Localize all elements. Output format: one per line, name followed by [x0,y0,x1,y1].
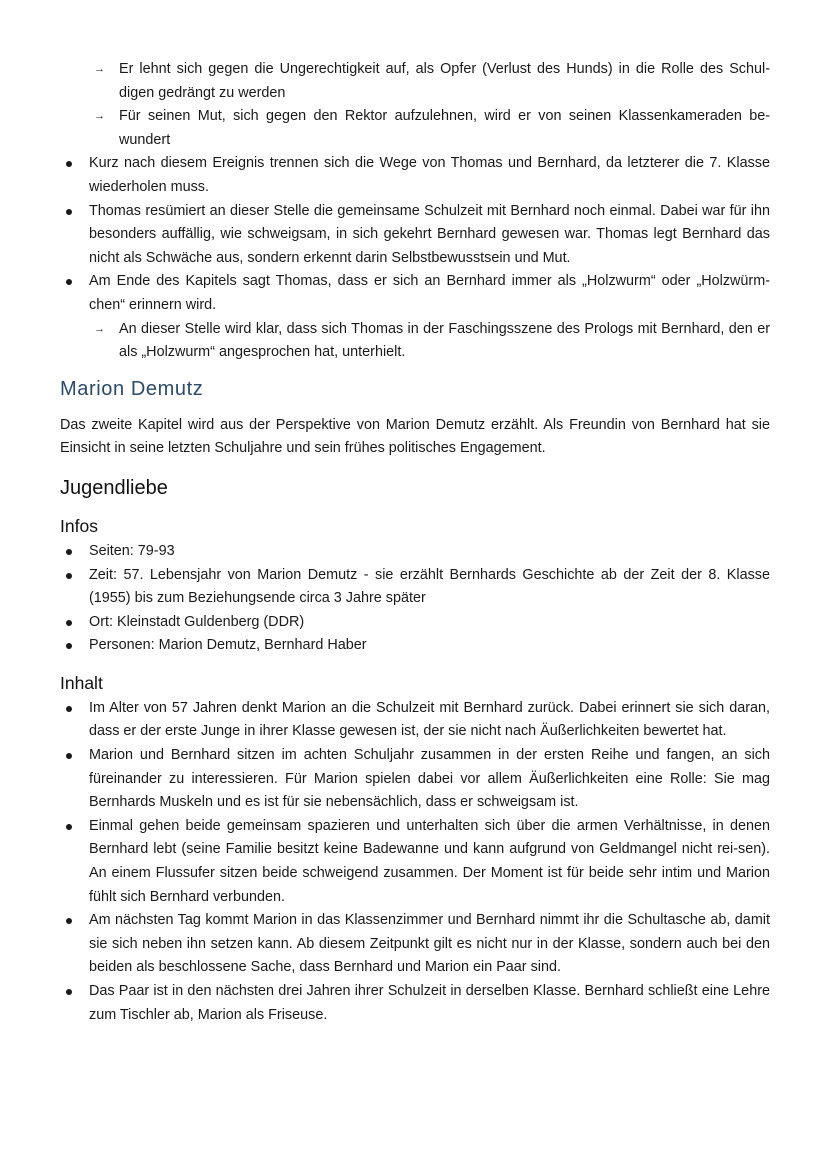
inhalt-item: Am nächsten Tag kommt Marion in das Klassenzimmer und Bernhard nimmt ihr die Schultasche ab, damit sie sich neben ihn setzen kann. Ab diesem Zeitpunkt gilt es nicht nur in der Klasse, sondern auch bei den beiden als beschlossene Sache, dass Bernhard und Marion ein Paar sind. [60,909,770,980]
chapter-intro: Das zweite Kapitel wird aus der Perspektive von Marion Demutz erzählt. Als Freundin von Bernhard hat sie Einsicht in seine letzten Schuljahre und sein frühes politisches Engagement. [60,416,770,457]
bullet-item: Am Ende des Kapitels sagt Thomas, dass er sich an Bernhard immer als „Holzwurm“ oder „Holzwürm-chen“ erinnern wird. [60,270,770,317]
section-title: Jugendliebe [60,476,168,499]
inhalt-item: Marion und Bernhard sitzen im achten Schuljahr zusammen in der ersten Reihe und fangen, an sich füreinander zu interessieren. Für Marion spielen dabei vor allem Äußerlichkeiten eine Rolle: Sie mag Bernhards Muskeln und es ist für sie nebensächlich, dass er schweigsam ist. [60,744,770,815]
infos-heading: Infos [60,515,98,536]
chapter-heading: Marion Demutz [60,377,204,400]
inhalt-heading: Inhalt [60,672,103,693]
info-item: Ort: Kleinstadt Guldenberg (DDR) [60,611,770,635]
arrow-item: → An dieser Stelle wird klar, dass sich Thomas in der Faschingsszene des Prologs mit Bernhard, den er als „Holzwurm“ angesprochen hat, unterhielt. [60,318,770,365]
infos-list [60,540,770,658]
bullet-item: Thomas resümiert an dieser Stelle die gemeinsame Schulzeit mit Bernhard noch einmal. Dabei war für ihn besonders auffällig, wie schweigsam, in sich gekehrt Bernhard gewesen war. Thomas legt Bernhard das nicht als Schwäche aus, sondern erkennt darin Selbstbewusstsein und Mut. [60,200,770,271]
info-item: Personen: Marion Demutz, Bernhard Haber [60,634,770,658]
arrow-item: → Für seinen Mut, sich gegen den Rektor aufzulehnen, wird er von seinen Klassenkameraden be-wundert [60,105,770,152]
info-item: Seiten: 79-93 [60,540,770,564]
inhalt-item: Das Paar ist in den nächsten drei Jahren ihrer Schulzeit in derselben Klasse. Bernhard schließt eine Lehre zum Tischler ab, Marion als Friseuse. [60,980,770,1027]
info-item: Zeit: 57. Lebensjahr von Marion Demutz - sie erzählt Bernhards Geschichte ab der Zeit der 8. Klasse (1955) bis zum Beziehungsende circa 3 Jahre später [60,564,770,611]
inhalt-item: Im Alter von 57 Jahren denkt Marion an die Schulzeit mit Bernhard zurück. Dabei erinnert sie sich daran, dass er der erste Junge in ihrer Klasse gewesen ist, der sie nicht nach Äußerlichkeiten bewertet hat. [60,697,770,744]
bullet-item: Kurz nach diesem Ereignis trennen sich die Wege von Thomas und Bernhard, da letzterer die 7. Klasse wiederholen muss. [60,152,770,199]
inhalt-item: Einmal gehen beide gemeinsam spazieren und unterhalten sich über die armen Verhältnisse, in denen Bernhard lebt (seine Familie besitzt keine Badewanne und kann aufgrund von Geldmangel nicht rei-sen). An einem Flussufer sitzen beide schweigend zusammen. Der Moment ist für beide sehr intim und Marion fühlt sich Bernhard verbunden. [60,815,770,909]
arrow-item: → Er lehnt sich gegen die Ungerechtigkeit auf, als Opfer (Verlust des Hunds) in die Rolle des Schul-digen gedrängt zu werden [60,58,770,105]
top-list [60,58,770,365]
inhalt-list [60,697,770,1027]
